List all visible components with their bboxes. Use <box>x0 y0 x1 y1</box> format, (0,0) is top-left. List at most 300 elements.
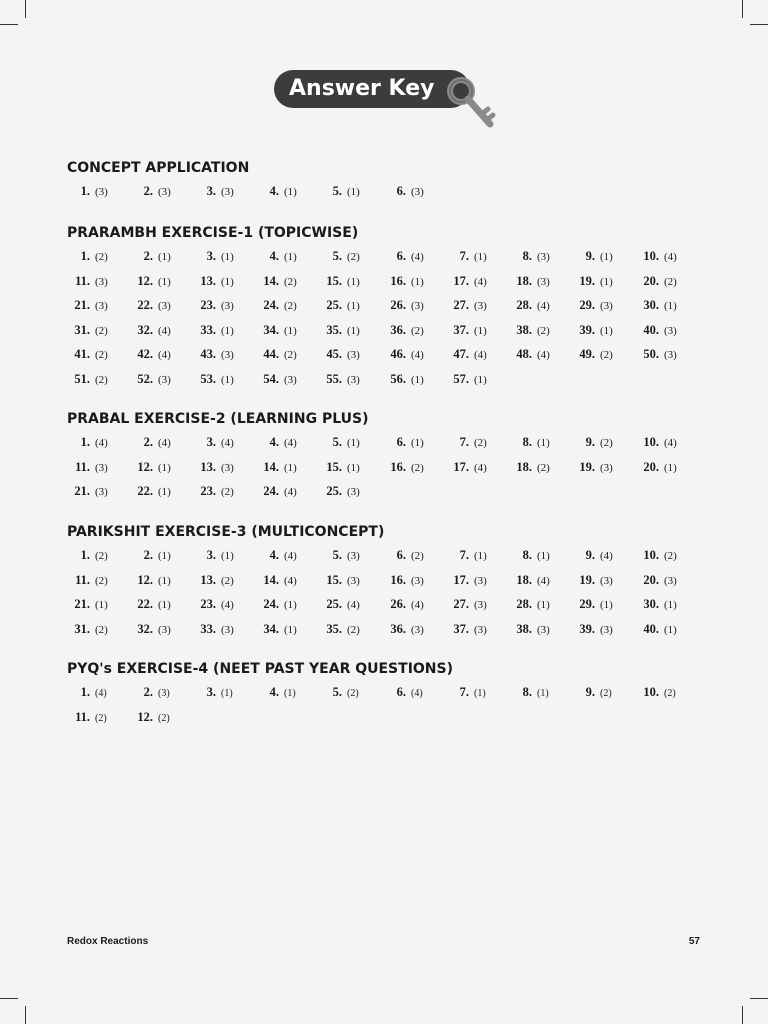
answer-key-banner <box>274 70 504 134</box>
answer-option: (1) <box>221 275 234 288</box>
answer-item <box>319 248 360 265</box>
question-number: 15. <box>326 459 342 474</box>
answer-option: (3) <box>664 349 677 361</box>
question-number: 5. <box>332 184 342 198</box>
question-number: 12. <box>137 459 153 474</box>
answer-item <box>446 621 487 638</box>
answer-item <box>319 273 360 290</box>
question-number: 15. <box>326 273 342 288</box>
answer-item <box>446 297 487 314</box>
answer-option: (3) <box>474 300 487 312</box>
answer-option: (1) <box>537 437 550 449</box>
answer-option: (1) <box>411 437 424 449</box>
question-number: 3. <box>206 685 216 699</box>
question-number: 39. <box>579 621 595 636</box>
question-number: 1. <box>80 685 90 699</box>
question-number: 47. <box>453 347 469 361</box>
question-number: 5. <box>332 685 342 699</box>
answer-option: (1) <box>474 373 487 386</box>
answer-item <box>383 322 424 339</box>
crop-mark <box>750 998 768 999</box>
question-number: 16. <box>390 273 406 288</box>
answer-grid <box>67 547 727 645</box>
question-number: 35. <box>326 621 342 636</box>
answer-item <box>67 547 108 564</box>
answer-option: (2) <box>95 324 108 337</box>
answer-option: (1) <box>221 550 234 562</box>
answer-item <box>446 273 487 290</box>
page-title: Answer Key <box>274 70 470 108</box>
question-number: 19. <box>579 459 595 474</box>
question-number: 10. <box>643 435 659 449</box>
question-number: 11. <box>75 572 90 587</box>
answer-item <box>130 434 171 451</box>
answer-option: (4) <box>411 251 424 263</box>
answer-option: (1) <box>284 599 297 611</box>
answer-item <box>67 183 108 200</box>
answer-option: (4) <box>158 349 171 361</box>
answer-option: (2) <box>411 324 424 337</box>
answer-option: (1) <box>284 324 297 337</box>
answer-option: (4) <box>664 251 677 263</box>
answer-item <box>572 248 613 265</box>
question-number: 24. <box>263 597 279 611</box>
question-number: 22. <box>137 298 153 312</box>
answer-option: (2) <box>95 349 108 361</box>
section-concept-application <box>67 158 727 208</box>
question-number: 40. <box>643 621 659 636</box>
answer-option: (2) <box>284 349 297 361</box>
footer-chapter: Redox Reactions <box>67 936 149 947</box>
answer-item <box>509 459 550 476</box>
question-number: 25. <box>326 484 342 498</box>
answer-item <box>636 547 677 564</box>
answer-item <box>130 273 171 290</box>
answer-item <box>319 322 360 339</box>
answer-option: (4) <box>284 574 297 587</box>
answer-item <box>319 572 360 589</box>
answer-option: (1) <box>158 550 171 562</box>
answer-item <box>193 621 234 638</box>
crop-mark <box>0 998 18 999</box>
answer-option: (2) <box>600 437 613 449</box>
question-number: 18. <box>516 273 532 288</box>
question-number: 7. <box>459 548 469 562</box>
answer-item <box>383 346 424 363</box>
question-number: 7. <box>459 249 469 263</box>
question-number: 14. <box>263 459 279 474</box>
answer-item <box>636 621 677 638</box>
question-number: 14. <box>263 572 279 587</box>
answer-item <box>67 273 108 290</box>
answer-item <box>319 596 360 613</box>
answer-option: (2) <box>95 550 108 562</box>
question-number: 46. <box>390 347 406 361</box>
question-number: 9. <box>585 548 595 562</box>
answer-option: (1) <box>158 599 171 611</box>
answer-item <box>319 346 360 363</box>
answer-item <box>193 434 234 451</box>
answer-item <box>256 547 297 564</box>
answer-item <box>572 684 612 702</box>
answer-option: (2) <box>600 349 613 361</box>
answer-option: (4) <box>347 599 360 611</box>
question-number: 6. <box>396 435 406 449</box>
answer-item <box>383 621 424 638</box>
answer-item <box>256 346 297 363</box>
answer-option: (3) <box>158 623 171 636</box>
question-number: 24. <box>263 298 279 312</box>
answer-item <box>383 684 423 702</box>
answer-option: (3) <box>221 186 234 198</box>
question-number: 31. <box>74 621 90 636</box>
answer-item <box>446 371 487 388</box>
answer-item <box>130 346 171 363</box>
answer-item <box>256 596 297 613</box>
answer-option: (2) <box>158 712 170 724</box>
answer-row <box>67 483 727 508</box>
answer-item <box>509 684 549 702</box>
answer-item <box>319 483 360 500</box>
answer-option: (3) <box>537 275 550 288</box>
question-number: 11. <box>75 709 90 724</box>
question-number: 18. <box>516 459 532 474</box>
answer-item <box>509 248 550 265</box>
answer-option: (1) <box>284 251 297 263</box>
question-number: 2. <box>143 184 153 198</box>
answer-item <box>130 483 171 500</box>
answer-option: (4) <box>158 437 171 449</box>
question-number: 49. <box>579 347 595 361</box>
answer-item <box>130 596 171 613</box>
question-number: 25. <box>326 298 342 312</box>
crop-mark <box>742 0 743 18</box>
question-number: 8. <box>522 249 532 263</box>
answer-item <box>256 183 297 200</box>
question-number: 9. <box>585 435 595 449</box>
answer-option: (1) <box>600 599 613 611</box>
answer-option: (3) <box>664 324 677 337</box>
answer-item <box>509 273 550 290</box>
answer-item <box>446 684 486 702</box>
answer-item <box>636 572 677 589</box>
answer-item <box>319 183 360 200</box>
answer-option: (2) <box>600 688 612 699</box>
answer-option: (3) <box>600 461 613 474</box>
question-number: 13. <box>200 459 216 474</box>
question-number: 4. <box>269 685 279 699</box>
answer-grid <box>67 434 727 508</box>
question-number: 28. <box>516 597 532 611</box>
answer-item <box>130 297 171 314</box>
answer-option: (1) <box>600 275 613 288</box>
answer-item <box>193 371 234 388</box>
answer-option: (1) <box>284 461 297 474</box>
answer-option: (3) <box>411 623 424 636</box>
answer-item <box>256 621 297 638</box>
answer-item <box>193 183 234 200</box>
answer-option: (4) <box>600 550 613 562</box>
answer-option: (1) <box>537 688 549 699</box>
question-number: 11. <box>75 459 90 474</box>
answer-item <box>67 248 108 265</box>
question-number: 9. <box>585 249 595 263</box>
answer-option: (2) <box>95 623 108 636</box>
answer-option: (2) <box>411 461 424 474</box>
question-number: 52. <box>137 371 153 386</box>
question-number: 17. <box>453 572 469 587</box>
answer-item <box>636 684 676 702</box>
answer-item <box>383 547 424 564</box>
question-number: 1. <box>80 249 90 263</box>
question-number: 17. <box>453 273 469 288</box>
question-number: 22. <box>137 597 153 611</box>
answer-item <box>446 596 487 613</box>
question-number: 48. <box>516 347 532 361</box>
answer-option: (2) <box>95 251 108 263</box>
answer-item <box>383 596 424 613</box>
question-number: 3. <box>206 249 216 263</box>
answer-item <box>193 684 233 702</box>
answer-item <box>193 547 234 564</box>
answer-option: (3) <box>600 300 613 312</box>
answer-option: (2) <box>95 712 107 724</box>
answer-row <box>67 248 727 273</box>
question-number: 33. <box>200 322 216 337</box>
answer-option: (4) <box>284 550 297 562</box>
question-number: 2. <box>143 435 153 449</box>
question-number: 20. <box>643 459 659 474</box>
question-number: 12. <box>137 709 153 724</box>
question-number: 39. <box>579 322 595 337</box>
answer-item <box>383 297 424 314</box>
answer-item <box>193 322 234 339</box>
answer-option: (4) <box>474 275 487 288</box>
question-number: 35. <box>326 322 342 337</box>
answer-option: (3) <box>221 300 234 312</box>
answer-row <box>67 547 727 572</box>
answer-item <box>572 621 613 638</box>
question-number: 29. <box>579 597 595 611</box>
answer-row <box>67 346 727 371</box>
answer-option: (3) <box>347 486 360 498</box>
key-icon <box>444 74 500 134</box>
answer-item <box>572 273 613 290</box>
question-number: 1. <box>80 548 90 562</box>
question-number: 6. <box>396 184 406 198</box>
answer-option: (4) <box>537 300 550 312</box>
question-number: 56. <box>390 371 406 386</box>
answer-option: (1) <box>664 599 677 611</box>
answer-item <box>446 459 487 476</box>
answer-item <box>67 572 108 589</box>
answer-option: (3) <box>600 623 613 636</box>
answer-option: (1) <box>664 461 677 474</box>
answer-item <box>256 684 296 702</box>
question-number: 51. <box>74 371 90 386</box>
answer-option: (1) <box>347 461 360 474</box>
answer-item <box>130 621 171 638</box>
question-number: 13. <box>200 273 216 288</box>
answer-item <box>446 248 487 265</box>
question-number: 40. <box>643 322 659 337</box>
question-number: 30. <box>643 298 659 312</box>
question-number: 2. <box>143 249 153 263</box>
question-number: 10. <box>643 685 659 699</box>
answer-option: (3) <box>347 349 360 361</box>
answer-item <box>193 483 234 500</box>
answer-option: (1) <box>95 599 108 611</box>
answer-row <box>67 434 727 459</box>
answer-option: (2) <box>411 550 424 562</box>
question-number: 6. <box>396 548 406 562</box>
question-number: 24. <box>263 484 279 498</box>
answer-option: (3) <box>537 251 550 263</box>
question-number: 53. <box>200 371 216 386</box>
question-number: 9. <box>585 685 595 699</box>
answer-row <box>67 459 727 484</box>
crop-mark <box>742 1006 743 1024</box>
answer-item <box>130 709 170 727</box>
answer-item <box>193 572 234 589</box>
answer-option: (2) <box>537 461 550 474</box>
answer-item <box>572 459 613 476</box>
answer-option: (3) <box>221 349 234 361</box>
question-number: 31. <box>74 322 90 337</box>
answer-option: (1) <box>474 688 486 699</box>
answer-grid <box>67 183 727 208</box>
answer-option: (2) <box>347 251 360 263</box>
answer-option: (1) <box>537 599 550 611</box>
question-number: 3. <box>206 548 216 562</box>
answer-option: (2) <box>221 574 234 587</box>
answer-item <box>383 273 424 290</box>
answer-item <box>319 684 359 702</box>
question-number: 30. <box>643 597 659 611</box>
answer-grid <box>67 248 727 395</box>
answer-item <box>509 596 550 613</box>
question-number: 12. <box>137 572 153 587</box>
answer-item <box>130 371 171 388</box>
answer-option: (1) <box>411 275 424 288</box>
answer-row <box>67 273 727 298</box>
question-number: 32. <box>137 322 153 337</box>
question-number: 1. <box>80 184 90 198</box>
answer-option: (2) <box>221 486 234 498</box>
answer-option: (4) <box>474 349 487 361</box>
answer-item <box>572 572 613 589</box>
answer-item <box>256 459 297 476</box>
answer-item <box>193 273 234 290</box>
answer-item <box>67 459 108 476</box>
section-title: PRABAL EXERCISE-2 (LEARNING PLUS) <box>67 411 369 427</box>
question-number: 16. <box>390 459 406 474</box>
question-number: 7. <box>459 685 469 699</box>
question-number: 6. <box>396 685 406 699</box>
answer-option: (4) <box>95 688 107 699</box>
answer-option: (3) <box>95 275 108 288</box>
answer-option: (4) <box>158 324 171 337</box>
question-number: 4. <box>269 249 279 263</box>
answer-option: (3) <box>95 461 108 474</box>
answer-row <box>67 621 727 646</box>
answer-item <box>446 572 487 589</box>
question-number: 27. <box>453 597 469 611</box>
answer-item <box>67 322 108 339</box>
answer-option: (2) <box>537 324 550 337</box>
answer-item <box>256 248 297 265</box>
section-title: CONCEPT APPLICATION <box>67 160 250 176</box>
answer-item <box>383 459 424 476</box>
answer-option: (1) <box>284 688 296 699</box>
answer-option: (4) <box>537 349 550 361</box>
answer-item <box>319 297 360 314</box>
answer-item <box>636 346 677 363</box>
question-number: 21. <box>74 298 90 312</box>
answer-row <box>67 572 727 597</box>
answer-option: (1) <box>600 251 613 263</box>
answer-option: (3) <box>347 574 360 587</box>
answer-item <box>319 621 360 638</box>
question-number: 27. <box>453 298 469 312</box>
answer-item <box>319 371 360 388</box>
question-number: 16. <box>390 572 406 587</box>
question-number: 7. <box>459 435 469 449</box>
answer-item <box>193 459 234 476</box>
answer-option: (1) <box>347 186 360 198</box>
answer-item <box>256 434 297 451</box>
answer-option: (2) <box>474 437 487 449</box>
answer-option: (2) <box>664 275 677 288</box>
answer-option: (1) <box>158 275 171 288</box>
question-number: 17. <box>453 459 469 474</box>
answer-option: (4) <box>537 574 550 587</box>
answer-item <box>446 322 487 339</box>
answer-item <box>509 547 550 564</box>
answer-option: (3) <box>95 300 108 312</box>
answer-option: (3) <box>347 373 360 386</box>
answer-item <box>130 459 171 476</box>
question-number: 4. <box>269 184 279 198</box>
question-number: 36. <box>390 322 406 337</box>
answer-option: (3) <box>158 373 171 386</box>
answer-option: (2) <box>284 275 297 288</box>
answer-item <box>572 596 613 613</box>
answer-item <box>572 297 613 314</box>
question-number: 43. <box>200 347 216 361</box>
answer-item <box>256 371 297 388</box>
question-number: 11. <box>75 273 90 288</box>
question-number: 3. <box>206 184 216 198</box>
answer-row <box>67 596 727 621</box>
question-number: 3. <box>206 435 216 449</box>
question-number: 4. <box>269 435 279 449</box>
question-number: 38. <box>516 621 532 636</box>
question-number: 10. <box>643 249 659 263</box>
answer-item <box>636 248 677 265</box>
answer-item <box>383 183 424 200</box>
answer-option: (3) <box>221 623 234 636</box>
answer-option: (1) <box>221 688 233 699</box>
question-number: 36. <box>390 621 406 636</box>
answer-option: (1) <box>158 574 171 587</box>
answer-option: (4) <box>95 437 108 449</box>
answer-item <box>509 434 550 451</box>
answer-item <box>636 459 677 476</box>
answer-option: (2) <box>664 688 676 699</box>
answer-option: (3) <box>474 574 487 587</box>
question-number: 2. <box>143 548 153 562</box>
